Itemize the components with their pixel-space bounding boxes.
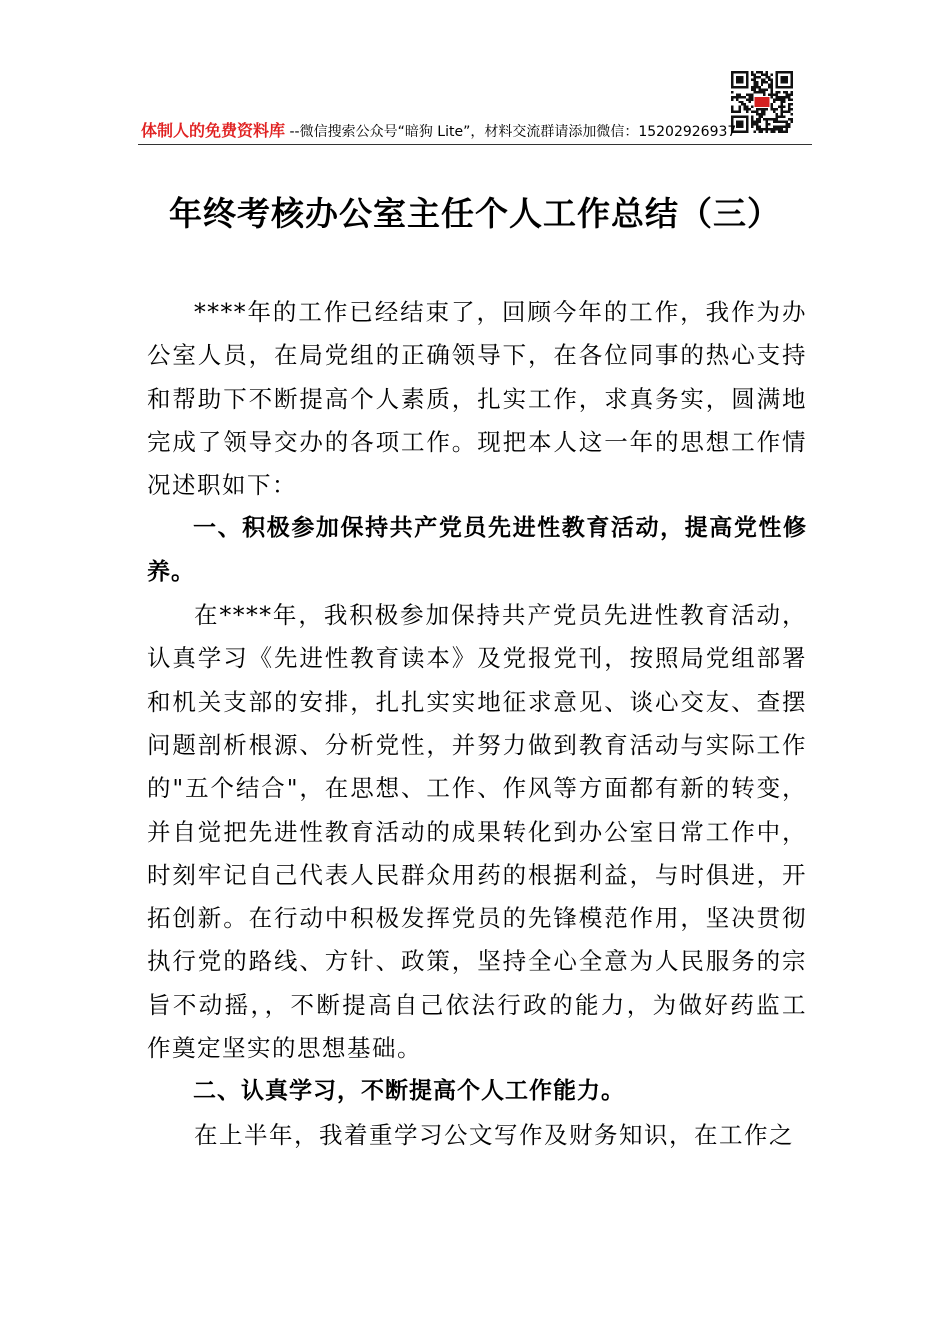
header-divider [138,144,812,145]
header-banner [141,121,801,142]
section-heading-2: 二、认真学习，不断提高个人工作能力。 [193,1078,625,1105]
document-title: 年终考核办公室主任个人工作总结（三） [169,194,781,233]
document-body [147,291,807,1157]
header-note: --微信搜索公众号“暗狗 Lite”，材料交流群请添加微信：15202926937 [285,124,737,140]
qr-center-logo [755,97,770,107]
section-heading-1: 一、积极参加保持共产党员先进性教育活动，提高党性修养。 [147,515,807,585]
paragraph-section-1: 在****年，我积极参加保持共产党员先进性教育活动，认真学习《先进性教育读本》及党报党刊，按照局党组部署和机关支部的安排，扎扎实实地征求意见、谈心交友、查摆问题剖析根源、分析党性，并努力做到教育活动与实际工作的"五个结合"，在思想、工作、作风等方面都有新的转变，并自觉把先进性教育活动的成果转化到办公室日常工作中，时刻牢记自己代表人民群众用药的根据利益，与时俱进，开拓创新。在行动中积极发挥党员的先锋模范作用，坚决贯彻执行党的路线、方针、政策，坚持全心全意为人民服务的宗旨不动摇，，不断提高自己依法行政的能力，为做好药监工作奠定坚实的思想基础。 [147,601,807,1063]
header-brand: 体制人的免费资料库 [141,121,286,140]
paragraph-section-2: 在上半年，我着重学习公文写作及财务知识，在工作之 [194,1120,794,1149]
paragraph-intro: ****年的工作已经结束了，回顾今年的工作，我作为办公室人员，在局党组的正确领导下，在各位同事的热心支持和帮助下不断提高个人素质，扎实工作，求真务实，圆满地完成了领导交办的各项工作。现把本人这一年的思想工作情况述职如下： [147,298,807,500]
